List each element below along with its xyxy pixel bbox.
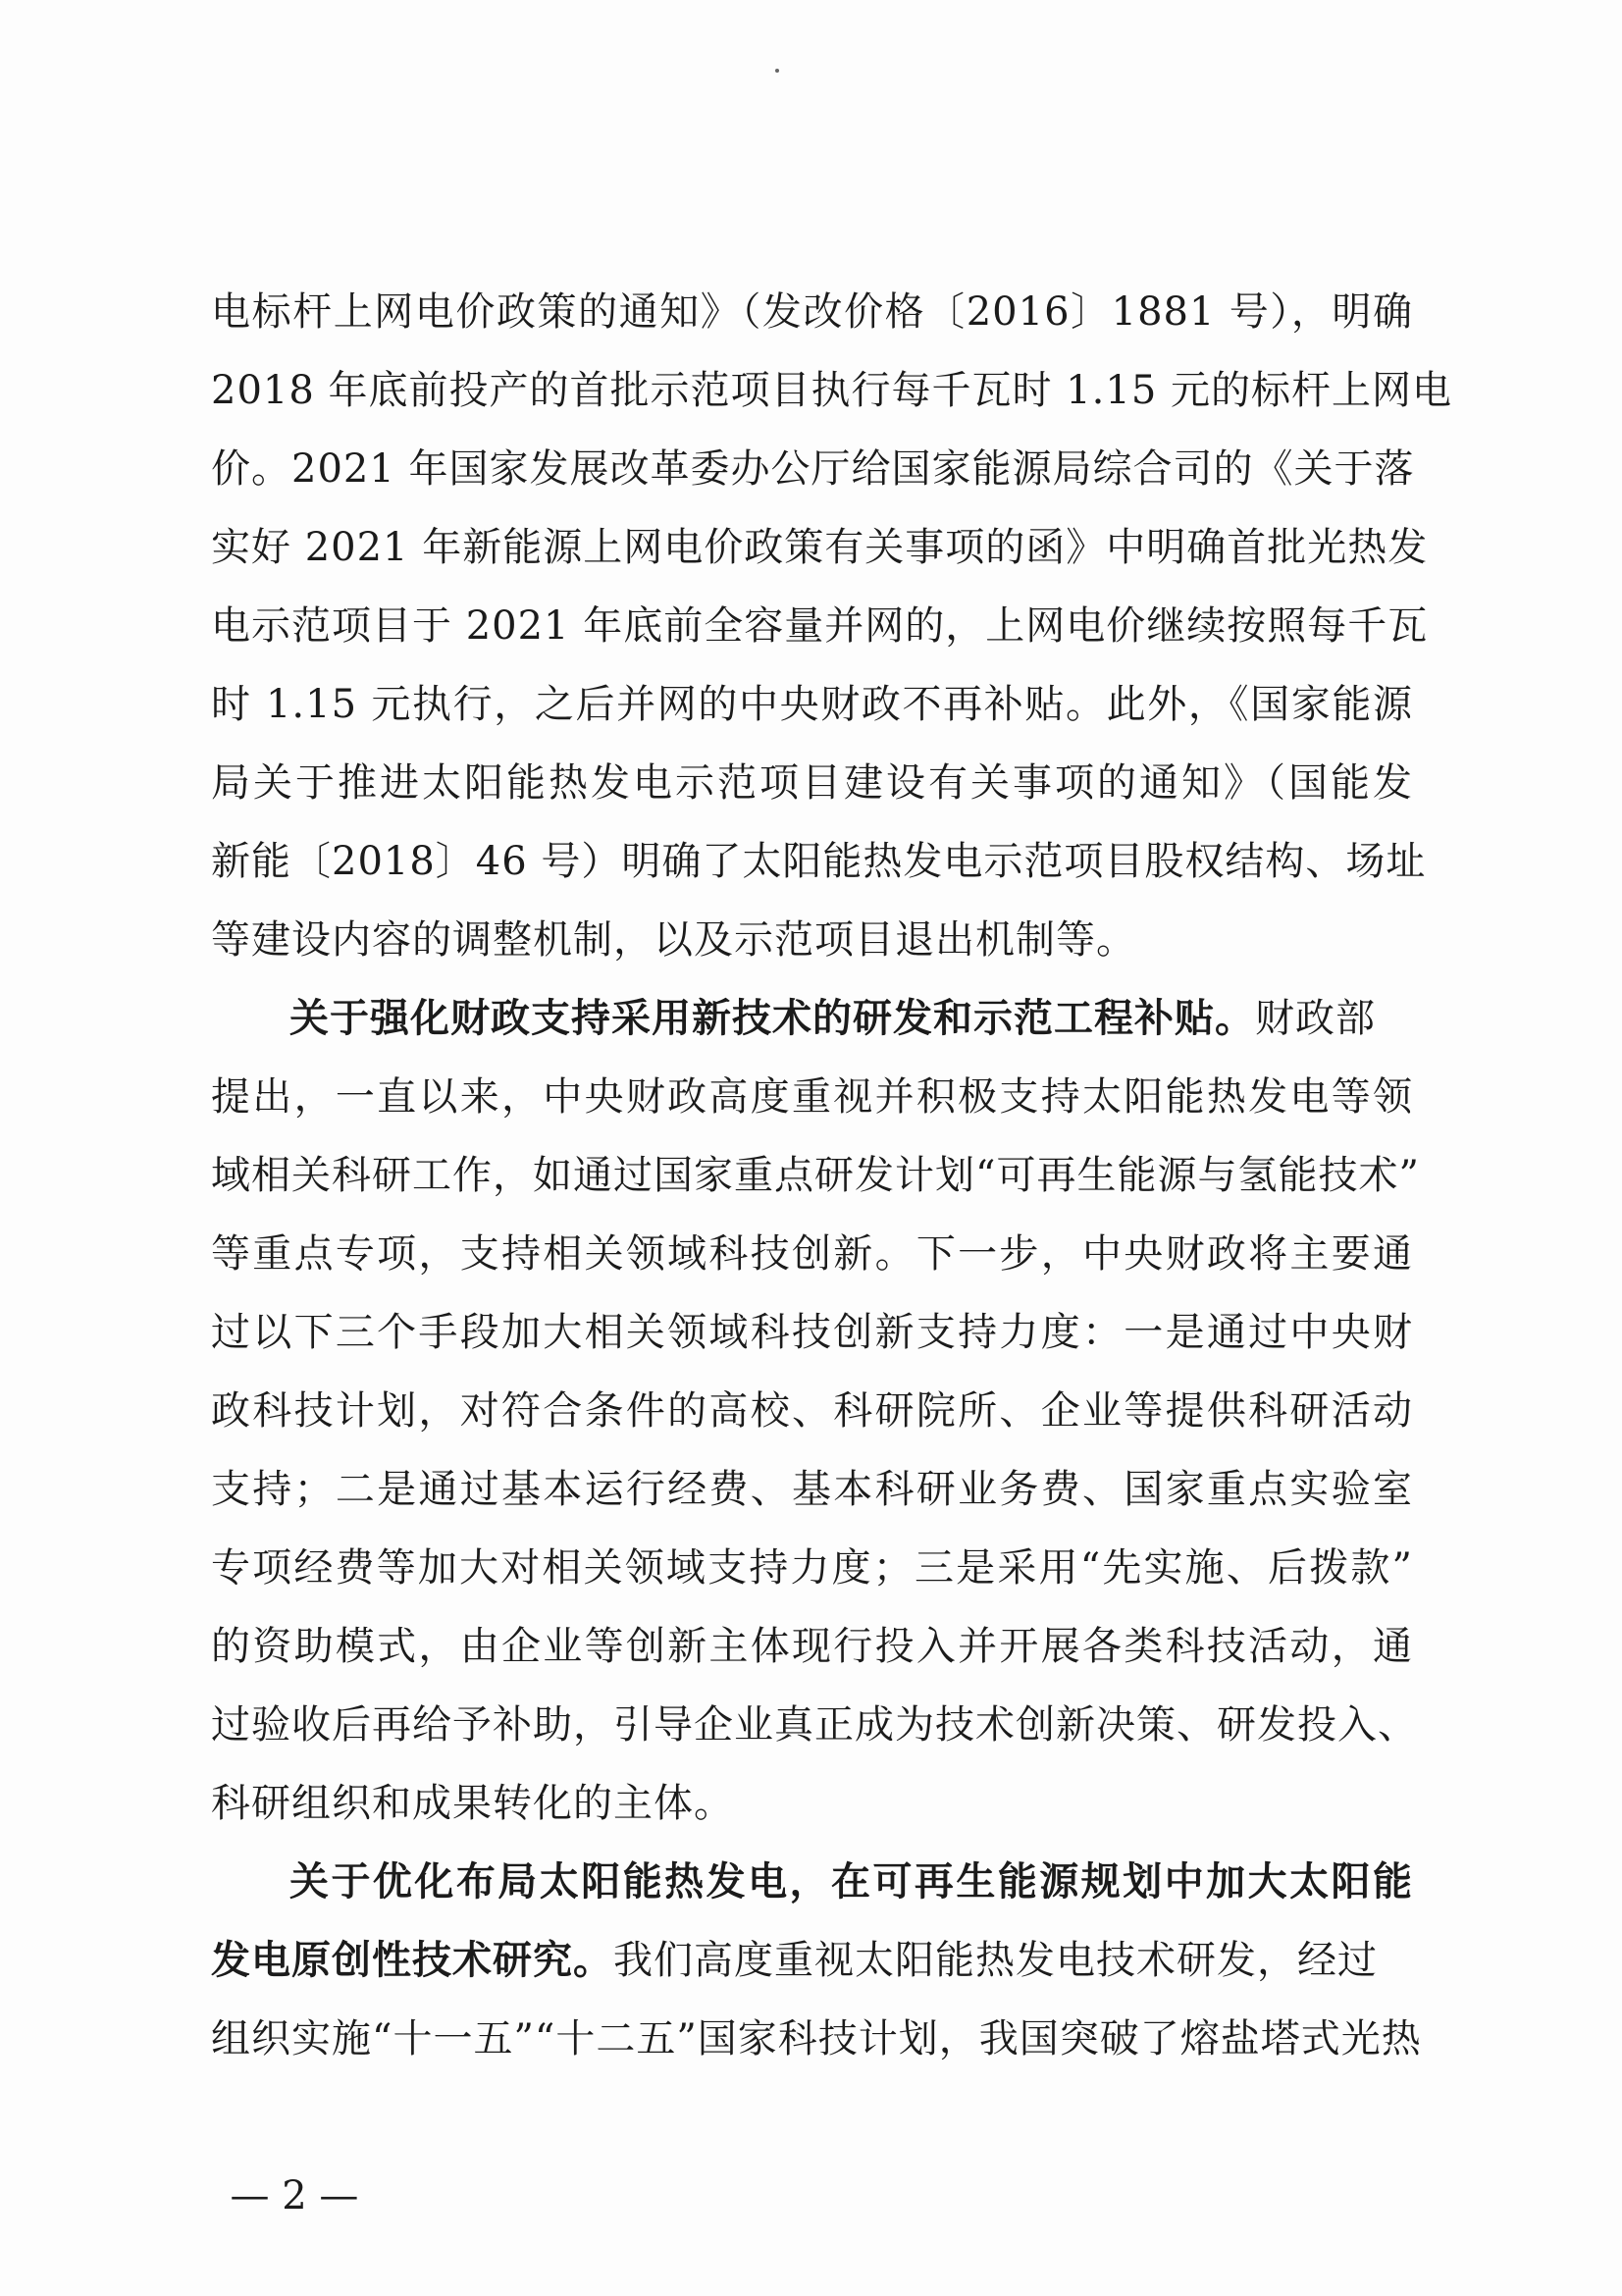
body-line-23: 组织实施“十一五”“十二五”国家科技计划，我国突破了熔盐塔式光热 [211,2016,1422,2061]
body-line-1: 电标杆上网电价政策的通知》（发改价格〔2016〕1881 号），明确 [211,289,1413,335]
body-line-12: 域相关科研工作，如通过国家重点研发计划“可再生能源与氢能技术” [211,1153,1420,1198]
body-line-5: 电示范项目于 2021 年底前全容量并网的，上网电价继续按照每千瓦 [211,603,1429,649]
body-line-14: 过以下三个手段加大相关领域科技创新支持力度：一是通过中央财 [211,1310,1413,1355]
paragraph-heading-layout: 关于优化布局太阳能热发电，在可再生能源规划中加大太阳能 [289,1858,1413,1905]
heading-fiscal-support-text: 关于强化财政支持采用新技术的研发和示范工程补贴。 [289,995,1255,1041]
body-line-3: 价。2021 年国家发展改革委办公厅给国家能源局综合司的《关于落 [211,446,1415,492]
paragraph-heading-layout-cont [211,1935,1413,1986]
page-number: — 2 — [230,2173,359,2218]
body-line-15: 政科技计划，对符合条件的高校、科研院所、企业等提供科研活动 [211,1388,1413,1434]
body-line-11: 提出，一直以来，中央财政高度重视并积极支持太阳能热发电等领 [211,1074,1413,1120]
body-line-6: 时 1.15 元执行，之后并网的中央财政不再补贴。此外，《国家能源 [211,682,1413,727]
body-line-7: 局关于推进太阳能热发电示范项目建设有关事项的通知》（国能发 [211,760,1413,806]
paragraph-heading-fiscal-support [289,993,1413,1044]
body-line-16: 支持；二是通过基本运行经费、基本科研业务费、国家重点实验室 [211,1467,1413,1512]
body-line-9: 等建设内容的调整机制，以及示范项目退出机制等。 [211,917,1136,963]
body-line-19: 过验收后再给予补助，引导企业真正成为技术创新决策、研发投入、 [211,1702,1418,1748]
body-line-17: 专项经费等加大对相关领域支持力度；三是采用“先实施、后拨款” [211,1545,1413,1591]
body-line-22-tail: 我们高度重视太阳能热发电技术研发，经过 [613,1938,1378,1983]
body-line-4: 实好 2021 年新能源上网电价政策有关事项的函》中明确首批光热发 [211,525,1429,570]
body-line-2: 2018 年底前投产的首批示范项目执行每千瓦时 1.15 元的标杆上网电 [211,368,1453,413]
scan-speck [775,69,779,73]
body-line-20: 科研组织和成果转化的主体。 [211,1781,734,1826]
body-line-13: 等重点专项，支持相关领域科技创新。下一步，中央财政将主要通 [211,1231,1413,1277]
heading-fiscal-support-tail: 财政部 [1255,996,1376,1041]
body-line-8: 新能〔2018〕46 号）明确了太阳能热发电示范项目股权结构、场址 [211,839,1427,884]
body-line-18: 的资助模式，由企业等创新主体现行投入并开展各类科技活动，通 [211,1624,1413,1669]
heading-layout-tail: 发电原创性技术研究。 [211,1937,613,1983]
